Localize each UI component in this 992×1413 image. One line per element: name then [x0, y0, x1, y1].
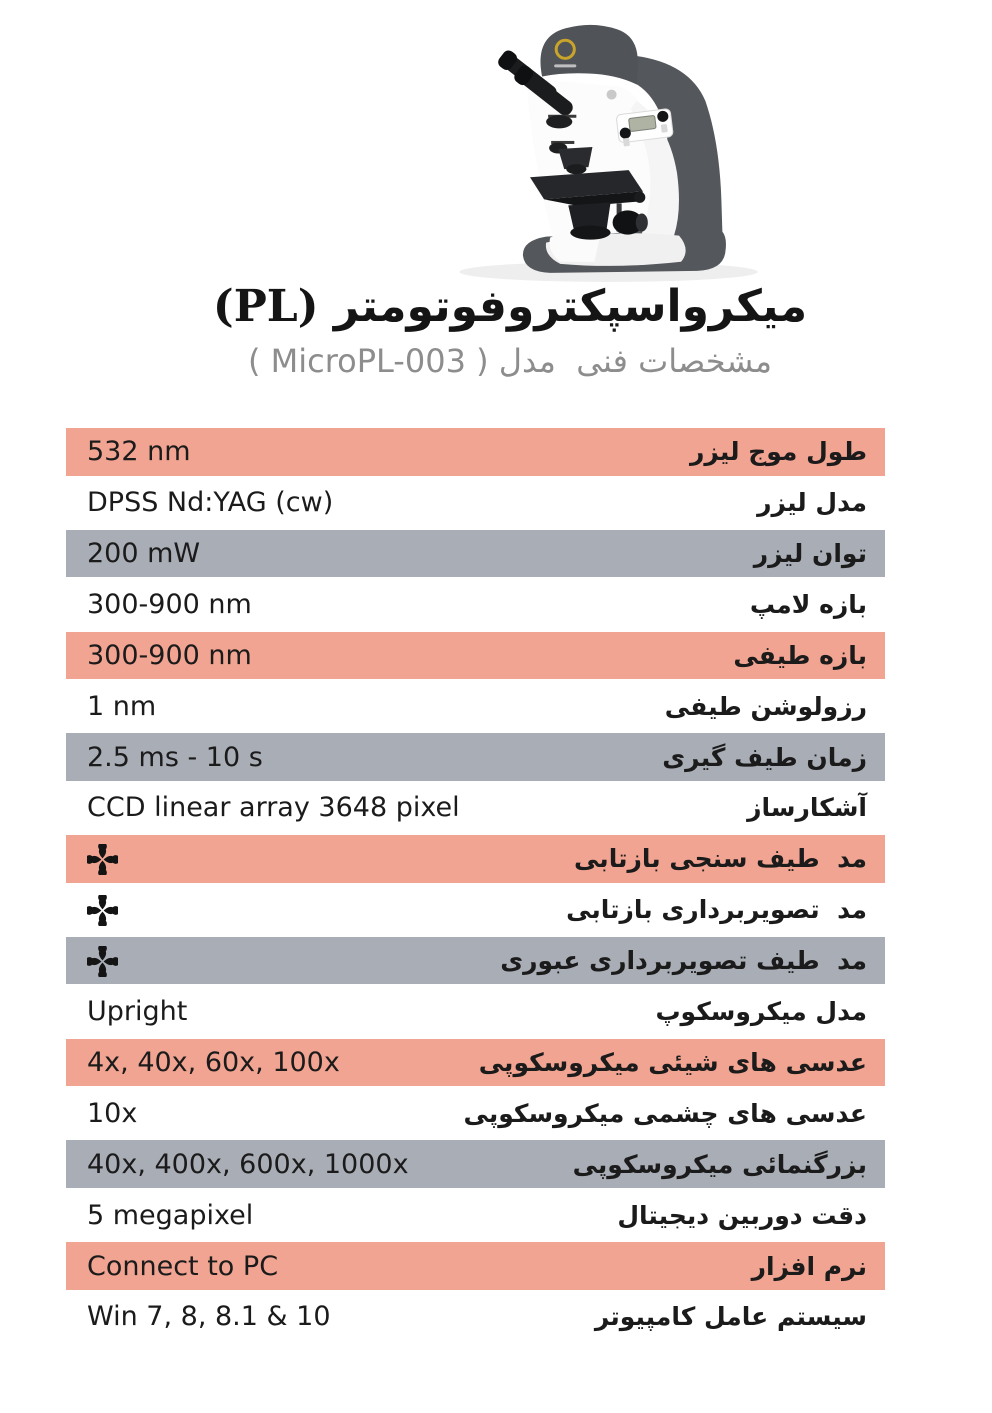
spec-label: مدل میکروسکوپ [655, 997, 867, 1027]
spec-label: زمان طیف گیری [662, 742, 867, 772]
spec-value: 2.5 ms - 10 s [87, 741, 263, 773]
title-block [14, 282, 992, 380]
spec-label: دقت دوربین دیجیتال [617, 1200, 867, 1230]
spec-value: DPSS Nd:YAG (cw) [87, 487, 334, 519]
spec-row [66, 886, 885, 934]
spec-value: 5 megapixel [87, 1199, 254, 1231]
spec-table [66, 428, 885, 1344]
page-subtitle: مشخصات فنی مدل ( MicroPL-003 ) [247, 341, 773, 380]
spec-row [66, 428, 885, 476]
spec-value: 532 nm [87, 436, 191, 468]
page-title [14, 282, 992, 333]
spec-value: 200 mW [87, 538, 201, 570]
four-petal-asterisk-icon [87, 895, 118, 926]
spec-row [66, 1191, 885, 1239]
spec-value: 1 nm [87, 690, 157, 722]
spec-row [66, 937, 885, 985]
spec-label: طول موج لیزر [689, 437, 867, 467]
four-petal-asterisk-icon [87, 946, 118, 977]
spec-label: توان لیزر [753, 539, 867, 569]
spec-label: مد طیف تصویربرداری عبوری [500, 946, 867, 976]
spec-label: سیستم عامل کامپیوتر [594, 1302, 867, 1332]
product-image [428, 8, 773, 290]
spec-row [66, 1090, 885, 1138]
spec-label: بازه لامپ [749, 589, 867, 619]
spec-row [66, 1242, 885, 1290]
spec-row [66, 581, 885, 629]
spec-value: 40x, 400x, 600x, 1000x [87, 1148, 409, 1180]
microscope-illustration [428, 8, 773, 290]
spec-label: بزرگنمائی میکروسکوپی [572, 1149, 867, 1179]
spec-value: 300-900 nm [87, 639, 252, 671]
spec-row [66, 1293, 885, 1341]
spec-label: عدسی های چشمی میکروسکوپی [463, 1098, 867, 1128]
spec-row [66, 479, 885, 527]
spec-label: آشکارساز [747, 793, 867, 823]
spec-row [66, 1140, 885, 1188]
spec-row [66, 632, 885, 680]
spec-value: 4x, 40x, 60x, 100x [87, 1046, 340, 1078]
spec-value: Upright [87, 996, 188, 1028]
page-title-farsi: میکرواسپکتروفوتومتر [333, 281, 808, 332]
spec-label: بازه طیفی [733, 640, 867, 670]
spec-label: مدل لیزر [757, 488, 867, 518]
spec-label: مد تصویربرداری بازتابی [566, 895, 867, 925]
spec-value: Connect to PC [87, 1250, 279, 1282]
four-petal-asterisk-icon [87, 844, 118, 875]
spec-value-icon [66, 842, 118, 875]
spec-row [66, 733, 885, 781]
spec-label: رزولوشن طیفی [664, 691, 867, 721]
spec-value: 300-900 nm [87, 588, 252, 620]
spec-value: Win 7, 8, 8.1 & 10 [87, 1301, 331, 1333]
spec-label: نرم افزار [751, 1251, 867, 1281]
spec-value: 10x [87, 1097, 138, 1129]
spec-row [66, 784, 885, 832]
spec-value: CCD linear array 3648 pixel [87, 792, 460, 824]
spec-row [66, 682, 885, 730]
spec-label: مد طیف سنجی بازتابی [574, 844, 867, 874]
spec-value-icon [66, 944, 118, 977]
spec-row [66, 988, 885, 1036]
spec-row [66, 835, 885, 883]
spec-row [66, 530, 885, 578]
spec-row [66, 1039, 885, 1087]
spec-value-icon [66, 893, 118, 926]
page-title-latin: (PL) [212, 281, 319, 332]
spec-label: عدسی های شیئی میکروسکوپی [478, 1047, 867, 1077]
